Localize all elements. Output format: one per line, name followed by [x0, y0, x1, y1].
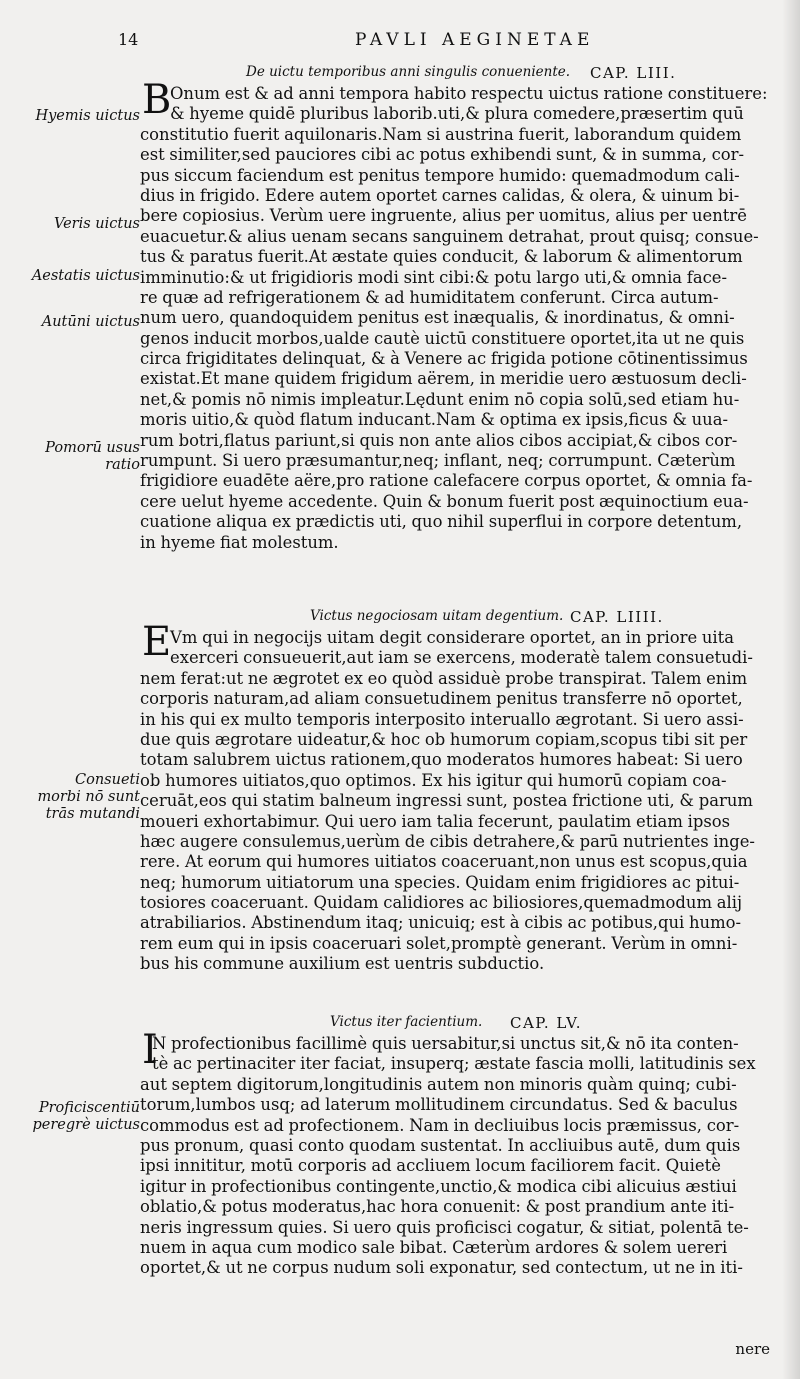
text-line: est similiter,sed pauciores cibi ac potus exhibendi sunt, & in summa, cor-	[140, 145, 745, 165]
text-line: atrabiliarios. Abstinendum itaq; unicuiq; est à cibis ac potibus,qui humo-	[140, 913, 742, 933]
drop-cap: E	[142, 619, 172, 665]
text-line: imminutio:& ut frigidioris modi sint cibi:& potu largo uti,& omnia face-	[140, 267, 728, 287]
chapter-number: CAP. LIIII.	[570, 608, 664, 626]
text-line: ceruāt,eos qui statim balneum ingressi sunt, postea frictione uti, & parum	[140, 791, 753, 811]
chapter-heading	[150, 608, 790, 628]
text-line: rere. At eorum qui humores uitiatos coaceruant,non unus est scopus,quia	[140, 852, 748, 872]
chapter-number: CAP. LV.	[510, 1014, 583, 1032]
text-line: cuatione aliqua ex prædictis uti, quo nihil superflui in corpore detentum,	[140, 512, 743, 532]
text-line: corporis naturam,ad aliam consuetudinem penitus transferre nō oportet,	[140, 689, 743, 709]
text-line: bus his commune auxilium est uentris subductio.	[140, 954, 545, 974]
margin-note: Aestatis uictus	[31, 268, 140, 284]
text-line: in his qui ex multo temporis interposito interuallo ægrotant. Si uero assi-	[140, 709, 744, 729]
text-line: in hyeme fiat molestum.	[140, 532, 339, 552]
text-line: N profectionibus facillimè quis uersabitur,si unctus sit,& nō ita conten-	[152, 1034, 739, 1053]
text-line: ipsi innititur, motū corporis ad accliuem locum faciliorem facit. Quietè	[140, 1156, 721, 1176]
text-line: constitutio fuerit aquilonaris.Nam si austrina fuerit, laborandum quidem	[140, 124, 742, 144]
text-line: exerceri consueuerit,aut iam se exercens, moderatè talem consuetudi-	[170, 648, 753, 668]
text-line: nuem in aqua cum modico sale bibat. Cæterùm ardores & solem uereri	[140, 1237, 728, 1257]
text-line: aut septem digitorum,longitudinis autem non minoris quàm quinq; cubi-	[140, 1074, 737, 1094]
text-line: igitur in profectionibus contingente,unctio,& modica cibi alicuius æstiui	[140, 1176, 737, 1196]
margin-note: Pomorū usus ratio	[45, 440, 140, 473]
text-line: pus pronum, quasi conto quodam sustentat. In accliuibus autē, dum quis	[140, 1135, 741, 1155]
text-line: oportet,& ut ne corpus nudum soli exponatur, sed contectum, ut ne in iti-	[140, 1258, 743, 1278]
text-line: neq; humorum uitiatorum una species. Quidam enim frigidiores ac pitui-	[140, 872, 740, 892]
text-line: pus siccum faciendum est penitus tempore humido: quemadmodum cali-	[140, 165, 740, 185]
drop-cap: B	[142, 77, 172, 123]
text-line: Onum est & ad anni tempora habito respectu uictus ratione constituere:	[170, 84, 768, 103]
margin-note: Consueti morbi nō sunt trās mutandi	[37, 772, 140, 822]
text-line: rum botri,flatus pariunt,si quis non ante alios cibos accipiat,& cibos cor-	[140, 430, 738, 450]
chapter-heading	[150, 64, 790, 84]
text-line: frigidiore euadēte aëre,pro ratione calefacere corpus oportet, & omnia fa-	[140, 471, 753, 491]
text-line: totam salubrem uictus rationem,quo moderatos humores habeat: Si uero	[140, 750, 743, 770]
text-line: rumpunt. Si uero præsumantur,neq; inflant, neq; corrumpunt. Cæterùm	[140, 451, 736, 471]
text-line: commodus est ad profectionem. Nam in decliuibus locis præmissus, cor-	[140, 1115, 740, 1135]
text-line: tus & paratus fuerit.At æstate quies conducit, & laborum & alimentorum	[140, 247, 743, 267]
drop-cap: I	[142, 1027, 158, 1073]
page-number: 14	[118, 30, 139, 49]
running-title: PAVLI AEGINETAE	[355, 30, 595, 50]
running-head	[0, 30, 800, 52]
text-line: oblatio,& potus moderatus,hac hora conuenit: & post prandium ante iti-	[140, 1197, 735, 1217]
page-edge-shadow	[782, 0, 800, 1379]
text-line: genos inducit morbos,ualde cautè uictū constituere oportet,ita ut ne quis	[140, 328, 745, 348]
margin-note: Autūni uictus	[41, 314, 140, 330]
text-line: ob humores uitiatos,quo optimos. Ex his igitur qui humorū copiam coa-	[140, 770, 727, 790]
text-line: nem ferat:ut ne ægrotet ex eo quòd assiduè probe transpirat. Talem enim	[140, 668, 748, 688]
margin-note: Veris uictus	[53, 216, 140, 232]
chapter-title: Victus iter facientium.	[330, 1014, 483, 1030]
text-line: due quis ægrotare uideatur,& hoc ob humorum copiam,scopus tibi sit per	[140, 729, 748, 749]
text-line: Vm qui in negocijs uitam degit considerare oportet, an in priore uita	[170, 628, 735, 647]
text-line: existat.Et mane quidem frigidum aërem, in meridie uero æstuosum decli-	[140, 369, 747, 389]
chapter-body	[140, 1034, 780, 1279]
text-line: rem eum qui in ipsis coaceruari solet,promptè generant. Verùm in omni-	[140, 933, 738, 953]
chapter-body	[140, 84, 780, 553]
margin-note: Hyemis uictus	[35, 108, 140, 124]
text-line: dius in frigido. Edere autem oportet carnes calidas, & olera, & uinum bi-	[140, 185, 740, 205]
text-line: bere copiosius. Verùm uere ingruente, alius per uomitus, alius per uentrē	[140, 206, 747, 226]
text-line: num uero, quandoquidem penitus est inæqualis, & inordinatus, & omni-	[140, 308, 735, 328]
chapter-body	[140, 628, 780, 975]
text-line: re quæ ad refrigerationem & ad humiditatem conferunt. Circa autum-	[140, 287, 719, 307]
text-line: circa frigiditates delinquat, & à Venere ac frigida potione cōtinentissimus	[140, 349, 748, 369]
chapter-title: De uictu temporibus anni singulis conueniente.	[246, 64, 571, 80]
chapter-heading	[150, 1014, 790, 1034]
text-line: tosiores coaceruant. Quidam calidiores ac biliosiores,quemadmodum alij	[140, 893, 743, 913]
chapter-title: Victus negociosam uitam degentium.	[310, 608, 564, 624]
text-line: moris uitio,& quòd flatum inducant.Nam & optima ex ipsis,ficus & uua-	[140, 410, 729, 430]
text-line: cere uelut hyeme accedente. Quin & bonum fuerit post æquinoctium eua-	[140, 491, 749, 511]
margin-note: Proficiscentiū peregrè uictus	[32, 1100, 140, 1133]
text-line: hæc augere consulemus,uerùm de cibis detrahere,& parū nutrientes inge-	[140, 831, 755, 851]
text-line: neris ingressum quies. Si uero quis proficisci cogatur, & sitiat, polentā te-	[140, 1217, 749, 1237]
text-line: moueri exhortabimur. Qui uero iam talia fecerunt, paulatim etiam ipsos	[140, 811, 731, 831]
catchword: nere	[735, 1340, 770, 1358]
text-line: & hyeme quidē pluribus laborib.uti,& plura comedere,præsertim quū	[170, 104, 744, 124]
text-line: tè ac pertinaciter iter faciat, insuperq; æstate fascia molli, latitudinis sex	[152, 1054, 756, 1074]
text-line: euacuetur.& alius uenam secans sanguinem detrahat, prout quisq; consue-	[140, 226, 759, 246]
text-line: net,& pomis nō nimis impleatur.Lędunt enim nō copia solū,sed etiam hu-	[140, 389, 740, 409]
chapter-number: CAP. LIII.	[590, 64, 677, 82]
text-line: torum,lumbos usq; ad laterum mollitudinem circundatus. Sed & baculus	[140, 1095, 738, 1115]
